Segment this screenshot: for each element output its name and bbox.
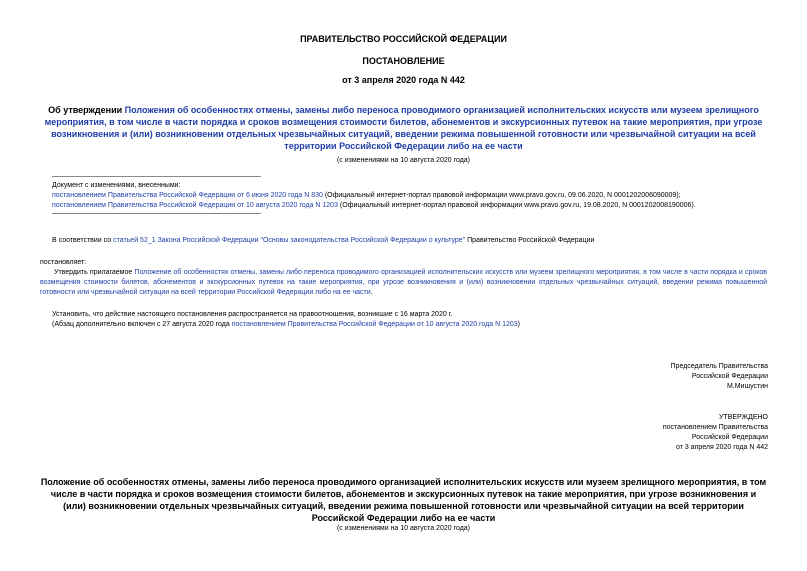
approved-date: от 3 апреля 2020 года N 442 bbox=[675, 444, 768, 451]
document-title-prefix: Об утверждении bbox=[48, 105, 125, 115]
regulation-title: Положение об особенностях отмены, замены либо переноса проводимого организацией исполнительских искусств или музеем зрелищного мероприятия, в том числе в части порядка и сроков возмещения стоимости билетов, абонементов и экскурсионных путевок на такие мероприятия, при угрозе возникновения и (или) возникновении отдельных чрезвычайных ситуаций, введении режима повышенной готовности или чрезвычайной ситуации на всей территории Российской Федерации либо на ее части bbox=[40, 477, 767, 523]
approved-heading: УТВЕРЖДЕНО bbox=[718, 414, 768, 421]
paragraph-amendment-note bbox=[52, 320, 772, 330]
approved-block bbox=[560, 413, 768, 453]
law-article-link[interactable]: статьей 52_1 Закона Российской Федерации "Основы законодательства Российской Федерации о культуре" bbox=[113, 237, 466, 244]
top-divider bbox=[52, 176, 261, 177]
change-source-1203: (Официальный интернет-портал правовой информации www.pravo.gov.ru, 19.08.2020, N 0001202008190006). bbox=[337, 202, 696, 209]
paragraph-basis-suffix: Правительство Российской Федерации bbox=[465, 237, 595, 244]
paragraph-effective: Установить, что действие настоящего постановления распространяется на правоотношения, возникшие с 16 марта 2020 г. bbox=[52, 311, 453, 318]
document-title-link[interactable]: Положения об особенностях отмены, замены либо переноса проводимого организацией исполнительских искусств или музеем зрелищного мероприятия, в том числе в части порядка и сроков возмещения стоимости билетов, абонементов и экскурсионных путевок на такие мероприятия, при угрозе возникновения и (или) возникновении отдельных чрезвычайных ситуаций, введении режима повышенной готовности или чрезвычайной ситуации на всей территории Российской Федерации либо на ее части bbox=[44, 105, 763, 151]
paragraph-basis bbox=[52, 236, 772, 246]
paragraph-basis-prefix: В соответствии со bbox=[52, 237, 114, 244]
document-type-heading: ПОСТАНОВЛЕНИЕ bbox=[362, 56, 445, 66]
paragraph-approve-suffix: . bbox=[370, 289, 373, 296]
signature-line: Российской Федерации bbox=[691, 373, 768, 380]
changes-note: (с изменениями на 10 августа 2020 года) bbox=[336, 157, 471, 164]
paragraph-resolves: постановляет: bbox=[40, 259, 87, 266]
amendment-note-prefix: (Абзац дополнительно включен с 27 августа 2020 года bbox=[52, 321, 232, 328]
change-link-830[interactable]: постановлением Правительства Российской Федерации от 6 июня 2020 года N 830 bbox=[52, 192, 323, 199]
document-change-item bbox=[52, 201, 772, 211]
approved-line: Российской Федерации bbox=[691, 434, 768, 441]
document-changes-heading: Документ с изменениями, внесенными: bbox=[52, 182, 181, 189]
amendment-note-suffix: ) bbox=[517, 321, 521, 328]
amendment-link-1203[interactable]: постановлением Правительства Российской Федерации от 10 августа 2020 года N 1203 bbox=[231, 321, 518, 328]
approved-line: постановлением Правительства bbox=[662, 424, 768, 431]
signature-name: М.Мишустин bbox=[726, 383, 768, 390]
government-heading: ПРАВИТЕЛЬСТВО РОССИЙСКОЙ ФЕДЕРАЦИИ bbox=[300, 34, 507, 44]
change-source-830: (Официальный интернет-портал правовой информации www.pravo.gov.ru, 09.06.2020, N 0001202006090009); bbox=[322, 192, 681, 199]
document-title bbox=[40, 104, 767, 152]
paragraph-approve-prefix: Утвердить прилагаемое bbox=[54, 269, 135, 276]
paragraph-approve bbox=[40, 268, 767, 298]
signature-block bbox=[560, 362, 768, 392]
document-changes bbox=[52, 181, 772, 211]
change-link-1203[interactable]: постановлением Правительства Российской Федерации от 10 августа 2020 года N 1203 bbox=[52, 202, 338, 209]
document-date-number: от 3 апреля 2020 года N 442 bbox=[342, 75, 465, 85]
signature-line: Председатель Правительства bbox=[670, 363, 768, 370]
regulation-link[interactable]: Положение об особенностях отмены, замены либо переноса проводимого организацией исполнительских искусств или музеем зрелищного мероприятия, в том числе в части порядка и сроков возмещения стоимости билетов, абонементов и экскурсионных путевок на такие мероприятия, при угрозе возникновения и (или) возникновении отдельных чрезвычайных ситуаций, введении режима повышенной готовности или чрезвычайной ситуации на всей территории Российской Федерации либо на ее части bbox=[40, 269, 767, 296]
regulation-changes-note: (с изменениями на 10 августа 2020 года) bbox=[336, 525, 471, 532]
document-change-item bbox=[52, 191, 772, 201]
bottom-divider bbox=[52, 213, 261, 214]
